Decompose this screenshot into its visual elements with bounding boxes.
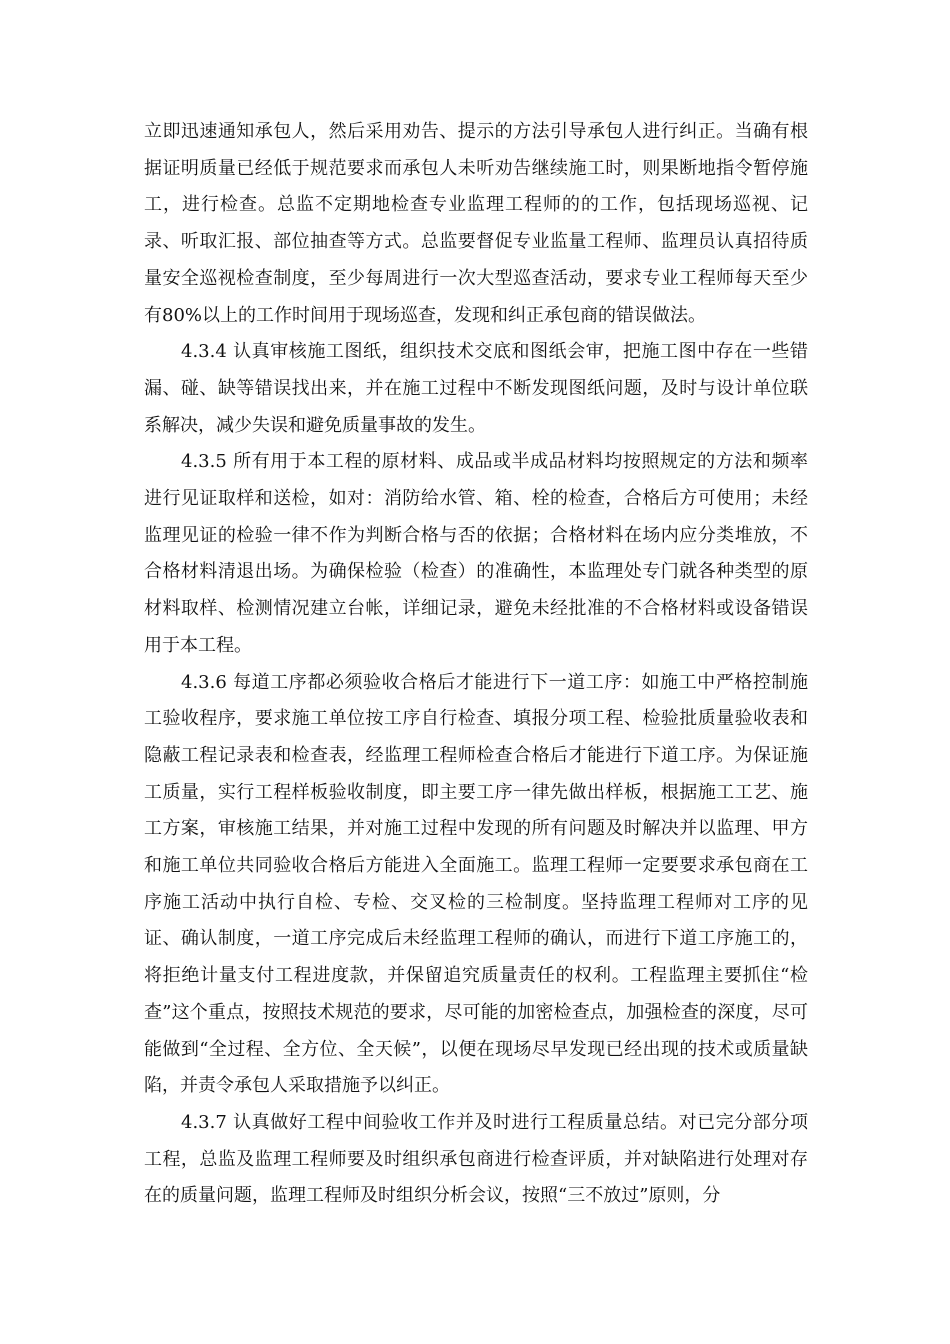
paragraph-4-3-7: 4.3.7 认真做好工程中间验收工作并及时进行工程质量总结。对已完分部分项工程，总监及监理工程师要及时组织承包商进行检查评质，并对缺陷进行处理对存在的质量问题，监理工程师及时组织分析会议，按照“三不放过”原则，分 xyxy=(144,1111,808,1207)
paragraph-4-3-6: 4.3.6 每道工序都必须验收合格后才能进行下一道工序：如施工中严格控制施工验收程序，要求施工单位按工序自行检查、填报分项工程、检验批质量验收表和隐蔽工程记录表和检查表，经监理工程师检查合格后才能进行下道工序。为保证施工质量，实行工程样板验收制度，即主要工序一律先做出样板，根据施工工艺、施工方案，审核施工结果，并对施工过程中发现的所有问题及时解决并以监理、甲方和施工单位共同验收合格后方能进入全面施工。监理工程师一定要要求承包商在工序施工活动中执行自检、专检、交叉检的三检制度。坚持监理工程师对工序的见证、确认制度，一道工序完成后未经监理工程师的确认，而进行下道工序施工的，将拒绝计量支付工程进度款，并保留追究质量责任的权利。工程监理主要抓住“检查”这个重点，按照技术规范的要求，尽可能的加密检查点，加强检查的深度，尽可能做到“全过程、全方位、全天候”，以便在现场尽早发现已经出现的技术或质量缺陷，并责令承包人采取措施予以纠正。 xyxy=(144,671,808,1097)
paragraph-4-3-5: 4.3.5 所有用于本工程的原材料、成品或半成品材料均按照规定的方法和频率进行见证取样和送检，如对：消防给水管、箱、栓的检查，合格后方可使用；未经监理见证的检验一律不作为判断合格与否的依据；合格材料在场内应分类堆放，不合格材料清退出场。为确保检验（检查）的准确性，本监理处专门就各种类型的原材料取样、检测情况建立台帐，详细记录，避免未经批准的不合格材料或设备错误用于本工程。 xyxy=(144,451,808,656)
paragraph-4-3-4: 4.3.4 认真审核施工图纸，组织技术交底和图纸会审，把施工图中存在一些错漏、碰、缺等错误找出来，并在施工过程中不断发现图纸问题，及时与设计单位联系解决，减少失误和避免质量事故的发生。 xyxy=(144,341,808,436)
paragraph-continuation: 立即迅速通知承包人，然后采用劝告、提示的方法引导承包人进行纠正。当确有根据证明质量已经低于规范要求而承包人未听劝告继续施工时，则果断地指令暂停施工，进行检查。总监不定期地检查专业监理工程师的的工作，包括现场巡视、记录、听取汇报、部位抽查等方式。总监要督促专业监量工程师、监理员认真招待质量安全巡视检查制度，至少每周进行一次大型巡查活动，要求专业工程师每天至少有80%以上的工作时间用于现场巡查，发现和纠正承包商的错误做法。 xyxy=(144,121,808,326)
document-body xyxy=(144,114,808,1215)
